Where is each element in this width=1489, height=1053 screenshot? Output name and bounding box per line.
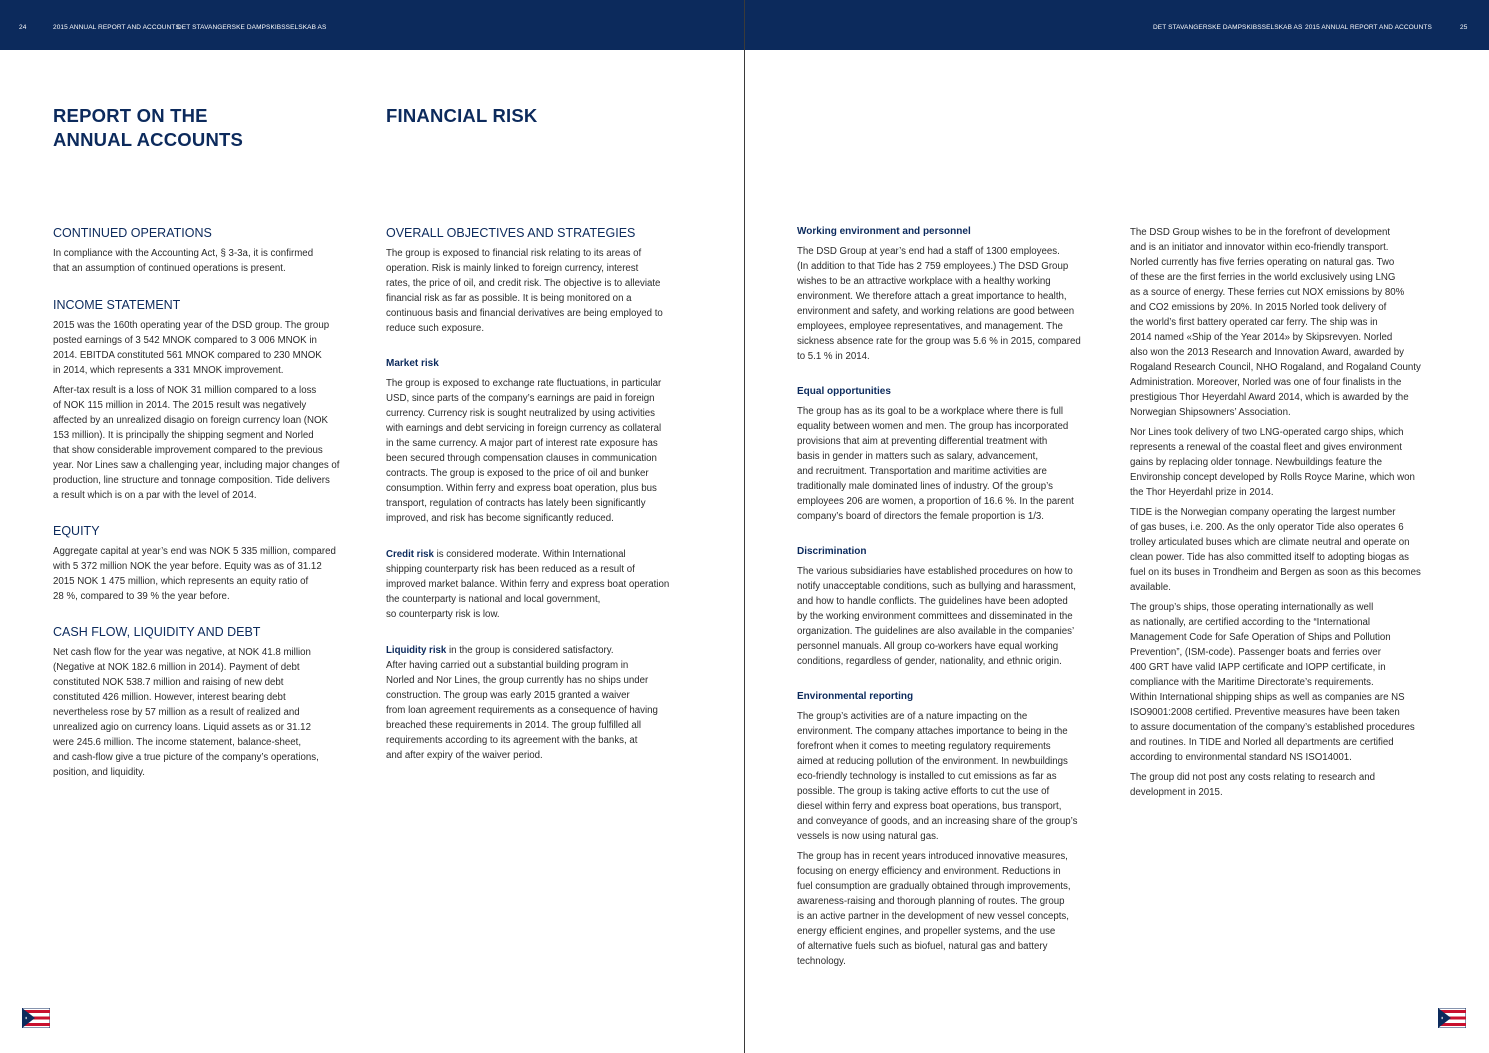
column-working-environment — [797, 225, 1112, 974]
column-annual-accounts — [53, 225, 358, 785]
paragraph: In compliance with the Accounting Act, § 3-3a, it is confirmed that an assumption of continued operations is present. — [53, 248, 314, 274]
financial-risk-title — [386, 104, 538, 128]
report-title-line: ANNUAL ACCOUNTS — [53, 129, 244, 150]
market-risk-heading: Market risk — [386, 358, 439, 369]
paragraph: The group has as its goal to be a workplace where there is full equality between women and men. The group has incorporated provisions that aim at preventing differential treatment with basis in gender in matters such as salary, advancement, and recruitment. Transportation and maritime activities are traditionally male dominated lines of industry. Of the group’s employees 206 are women, a proportion of 16.6 %. In the parent company’s board of directors the female proportion is 1/3. — [797, 406, 1074, 522]
paragraph: TIDE is the Norwegian company operating the largest number of gas buses, i.e. 200. As the only operator Tide also operates 6 trolley articulated buses which are climate neutral and operate on clean power. Tide has also committed itself to adopting biogas as fuel on its buses in Trondheim and Bergen as soon as this becomes available. — [1130, 507, 1421, 593]
credit-risk-lead: Credit risk — [386, 549, 434, 560]
company-flag-icon — [1438, 1008, 1466, 1028]
paragraph: The group did not post any costs relating to research and development in 2015. — [1130, 772, 1376, 798]
paragraph: 2015 was the 160th operating year of the DSD group. The group posted earnings of 3 542 MNOK compared to 3 006 MNOK in 2014. EBITDA constituted 561 MNOK compared to 230 MNOK in 2014, which represents a 331 MNOK improvement. — [53, 320, 330, 376]
right-company-name: DET STAVANGERSKE DAMPSKIBSSELSKAB AS — [1153, 24, 1303, 31]
right-page-number: 25 — [1460, 24, 1468, 31]
paragraph: Net cash flow for the year was negative, at NOK 41.8 million (Negative at NOK 182.6 million in 2014). Payment of debt constituted NOK 538.7 million and raising of new debt constituted 426 million. However, interest bearing debt nevertheless rose by 57 million as a result of realized and unrealized agio on currency loans. Liquid assets as or 31.12 were 245.6 million. The income statement, balance-sheet, and cash-flow give a true picture of the company’s operations, position, and liquidity. — [53, 647, 319, 778]
right-header-bar — [745, 0, 1489, 50]
liquidity-risk-lead: Liquidity risk — [386, 645, 447, 656]
section-heading: CONTINUED OPERATIONS — [53, 226, 212, 240]
left-header-bar — [0, 0, 744, 50]
section-heading: EQUITY — [53, 524, 100, 538]
report-title-line: REPORT ON THE — [53, 105, 208, 126]
section-income-statement — [53, 297, 358, 503]
section-equal-opportunities — [797, 385, 1112, 524]
section-heading: Environmental reporting — [797, 691, 914, 702]
left-page — [0, 0, 744, 1053]
paragraph: After-tax result is a loss of NOK 31 million compared to a loss of NOK 115 million in 2014. The 2015 result was negatively affected by an unrealized disagio on foreign currency loan (NOK 153 million). It is principally the shipping segment and Norled that show considerable improvement compared to the previous year. Nor Lines saw a challenging year, including major changes of production, line structure and tonnage composition. Tide delivers a result which is on a par with the level of 2014. — [53, 385, 340, 501]
right-page — [745, 0, 1489, 1053]
company-flag-icon — [22, 1008, 50, 1028]
paragraph: The various subsidiaries have established procedures on how to notify unacceptable conditions, such as bullying and harassment, and how to handle conflicts. The guidelines have been adopted by the working environment committees and disseminated in the organization. The guidelines are also available in the companies’ personnel manuals. All group co-workers have equal working conditions, regardless of gender, nationality, and ethnic origin. — [797, 566, 1076, 667]
left-company-name: DET STAVANGERSKE DAMPSKIBSSELSKAB AS — [177, 24, 327, 31]
section-working-environment — [797, 225, 1112, 364]
section-equity — [53, 523, 358, 604]
paragraph: The DSD Group at year’s end had a staff of 1300 employees. (In addition to that Tide has 2 759 employees.) The DSD Group wishes to be an attractive workplace with a healthy working environment. We therefore attach a great importance to health, environment and safety, and working relations are good between employees, employee representatives, and management. The sickness absence rate for the group was 5.6 % in 2015, compared to 5.1 % in 2014. — [797, 246, 1081, 362]
right-report-name: 2015 ANNUAL REPORT AND ACCOUNTS — [1305, 24, 1432, 31]
paragraph-liquidity-risk: Liquidity risk in the group is considered satisfactory. After having carried out a substantial building program in Norled and Nor Lines, the group currently has no ships under construction. The group was early 2015 granted a waiver from loan agreement requirements as a consequence of having breached these requirements in 2014. The group fulfilled all requirements according to its agreement with the banks, at and after expiry of the waiver period. — [386, 645, 658, 761]
paragraph-credit-risk: Credit risk is considered moderate. Within International shipping counterparty risk has been reduced as a result of improved market balance. Within ferry and express boat operation the counterparty is national and local government, so counterparty risk is low. — [386, 549, 670, 620]
section-cash-flow — [53, 624, 358, 780]
section-heading: INCOME STATEMENT — [53, 298, 181, 312]
left-report-name: 2015 ANNUAL REPORT AND ACCOUNTS — [53, 24, 180, 31]
paragraph-objectives: The group is exposed to financial risk relating to its areas of operation. Risk is mainly linked to foreign currency, interest rates, the price of oil, and credit risk. The objective is to alleviate financial risk as far as possible. It is being monitored on a continuous basis and financial derivatives are being employed to reduce such exposure. — [386, 248, 663, 334]
paragraph: The DSD Group wishes to be in the forefront of development and is an initiator and innovator within eco-friendly transport. Norled currently has five ferries operating on natural gas. Two of these are the first ferries in the world exclusively using LNG as a source of energy. These ferries cut NOX emissions by 80% and CO2 emissions by 20%. In 2015 Norled took delivery of the world’s first battery operated car ferry. The ship was in 2014 named «Ship of the Year 2014» by Skipsrevyen. Norled also won the 2013 Research and Innovation Award, awarded by Rogaland Research Council, NHO Rogaland, and Rogaland County Administration. Moreover, Norled was one of four finalists in the prestigious Thor Heyerdahl Award 2014, which is awarded by the Norwegian Shipsowners’ Association. — [1130, 227, 1421, 418]
paragraph-market-risk: The group is exposed to exchange rate fluctuations, in particular USD, since parts of the company’s earnings are paid in foreign currency. Currency risk is sought neutralized by using activities with earnings and debt servicing in foreign currency as collateral in the same currency. A major part of interest rate exposure has been secured through compensation clauses in communication contracts. The group is exposed to the price of oil and bunker consumption. Within ferry and express boat operation, plus bus transport, regulation of contracts has lately been significantly improved, and risk has become significantly reduced. — [386, 378, 662, 524]
financial-risk-title-line: FINANCIAL RISK — [386, 105, 538, 126]
section-heading: Working environment and personnel — [797, 226, 971, 237]
section-heading: Discrimination — [797, 546, 867, 557]
paragraph: Nor Lines took delivery of two LNG-operated cargo ships, which represents a renewal of the coastal fleet and gives environment gains by replacing older tonnage. Newbuildings feature the Environship concept developed by Rolls Royce Marine, which won the Thor Heyerdahl prize in 2014. — [1130, 427, 1415, 498]
column-financial-risk — [386, 225, 706, 768]
section-heading: Equal opportunities — [797, 386, 891, 397]
paragraph: The group’s ships, those operating internationally as well as nationally, are certified according to the “International Management Code for Safe Operation of Ships and Pollution Prevention”, (ISM-code). Passenger boats and ferries over 400 GRT have valid IAPP certificate and IOPP certificate, in compliance with the Maritime Directorate’s requirements. Within International shipping ships as well as companies are NS ISO9001:2008 certified. Preventive measures have been taken to assure documentation of the company’s established procedures and routines. In TIDE and Norled all departments are certified according to environmental standard NS ISO14001. — [1130, 602, 1415, 763]
paragraph: Aggregate capital at year’s end was NOK 5 335 million, compared with 5 372 million NOK the year before. Equity was as of 31.12 2015 NOK 1 475 million, which represents an equity ratio of 28 %, compared to 39 % the year before. — [53, 546, 336, 602]
report-title — [53, 104, 243, 152]
paragraph: The group has in recent years introduced innovative measures, focusing on energy efficiency and environment. Reductions in fuel consumption are gradually obtained through improvements, awareness-raising and thorough planning of routes. The group is an active partner in the development of new vessel concepts, energy efficient engines, and propeller systems, and the use of alternative fuels such as biofuel, natural gas and battery technology. — [797, 851, 1071, 967]
section-discrimination — [797, 545, 1112, 669]
section-heading-objectives: OVERALL OBJECTIVES AND STRATEGIES — [386, 226, 636, 240]
left-page-number: 24 — [19, 24, 27, 31]
column-eco-friendly — [1130, 225, 1450, 805]
section-environmental-reporting — [797, 690, 1112, 969]
section-heading: CASH FLOW, LIQUIDITY AND DEBT — [53, 625, 261, 639]
paragraph: The group’s activities are of a nature impacting on the environment. The company attaches importance to being in the forefront when it comes to meeting regulatory requirements aimed at reducing pollution of the environment. In newbuildings eco-friendly technology is installed to cut emissions as far as possible. The group is taking active efforts to cut the use of diesel within ferry and express boat operations, bus transport, and conveyance of goods, and an increasing share of the group’s vessels is now using natural gas. — [797, 711, 1078, 842]
section-continued-operations — [53, 225, 358, 276]
